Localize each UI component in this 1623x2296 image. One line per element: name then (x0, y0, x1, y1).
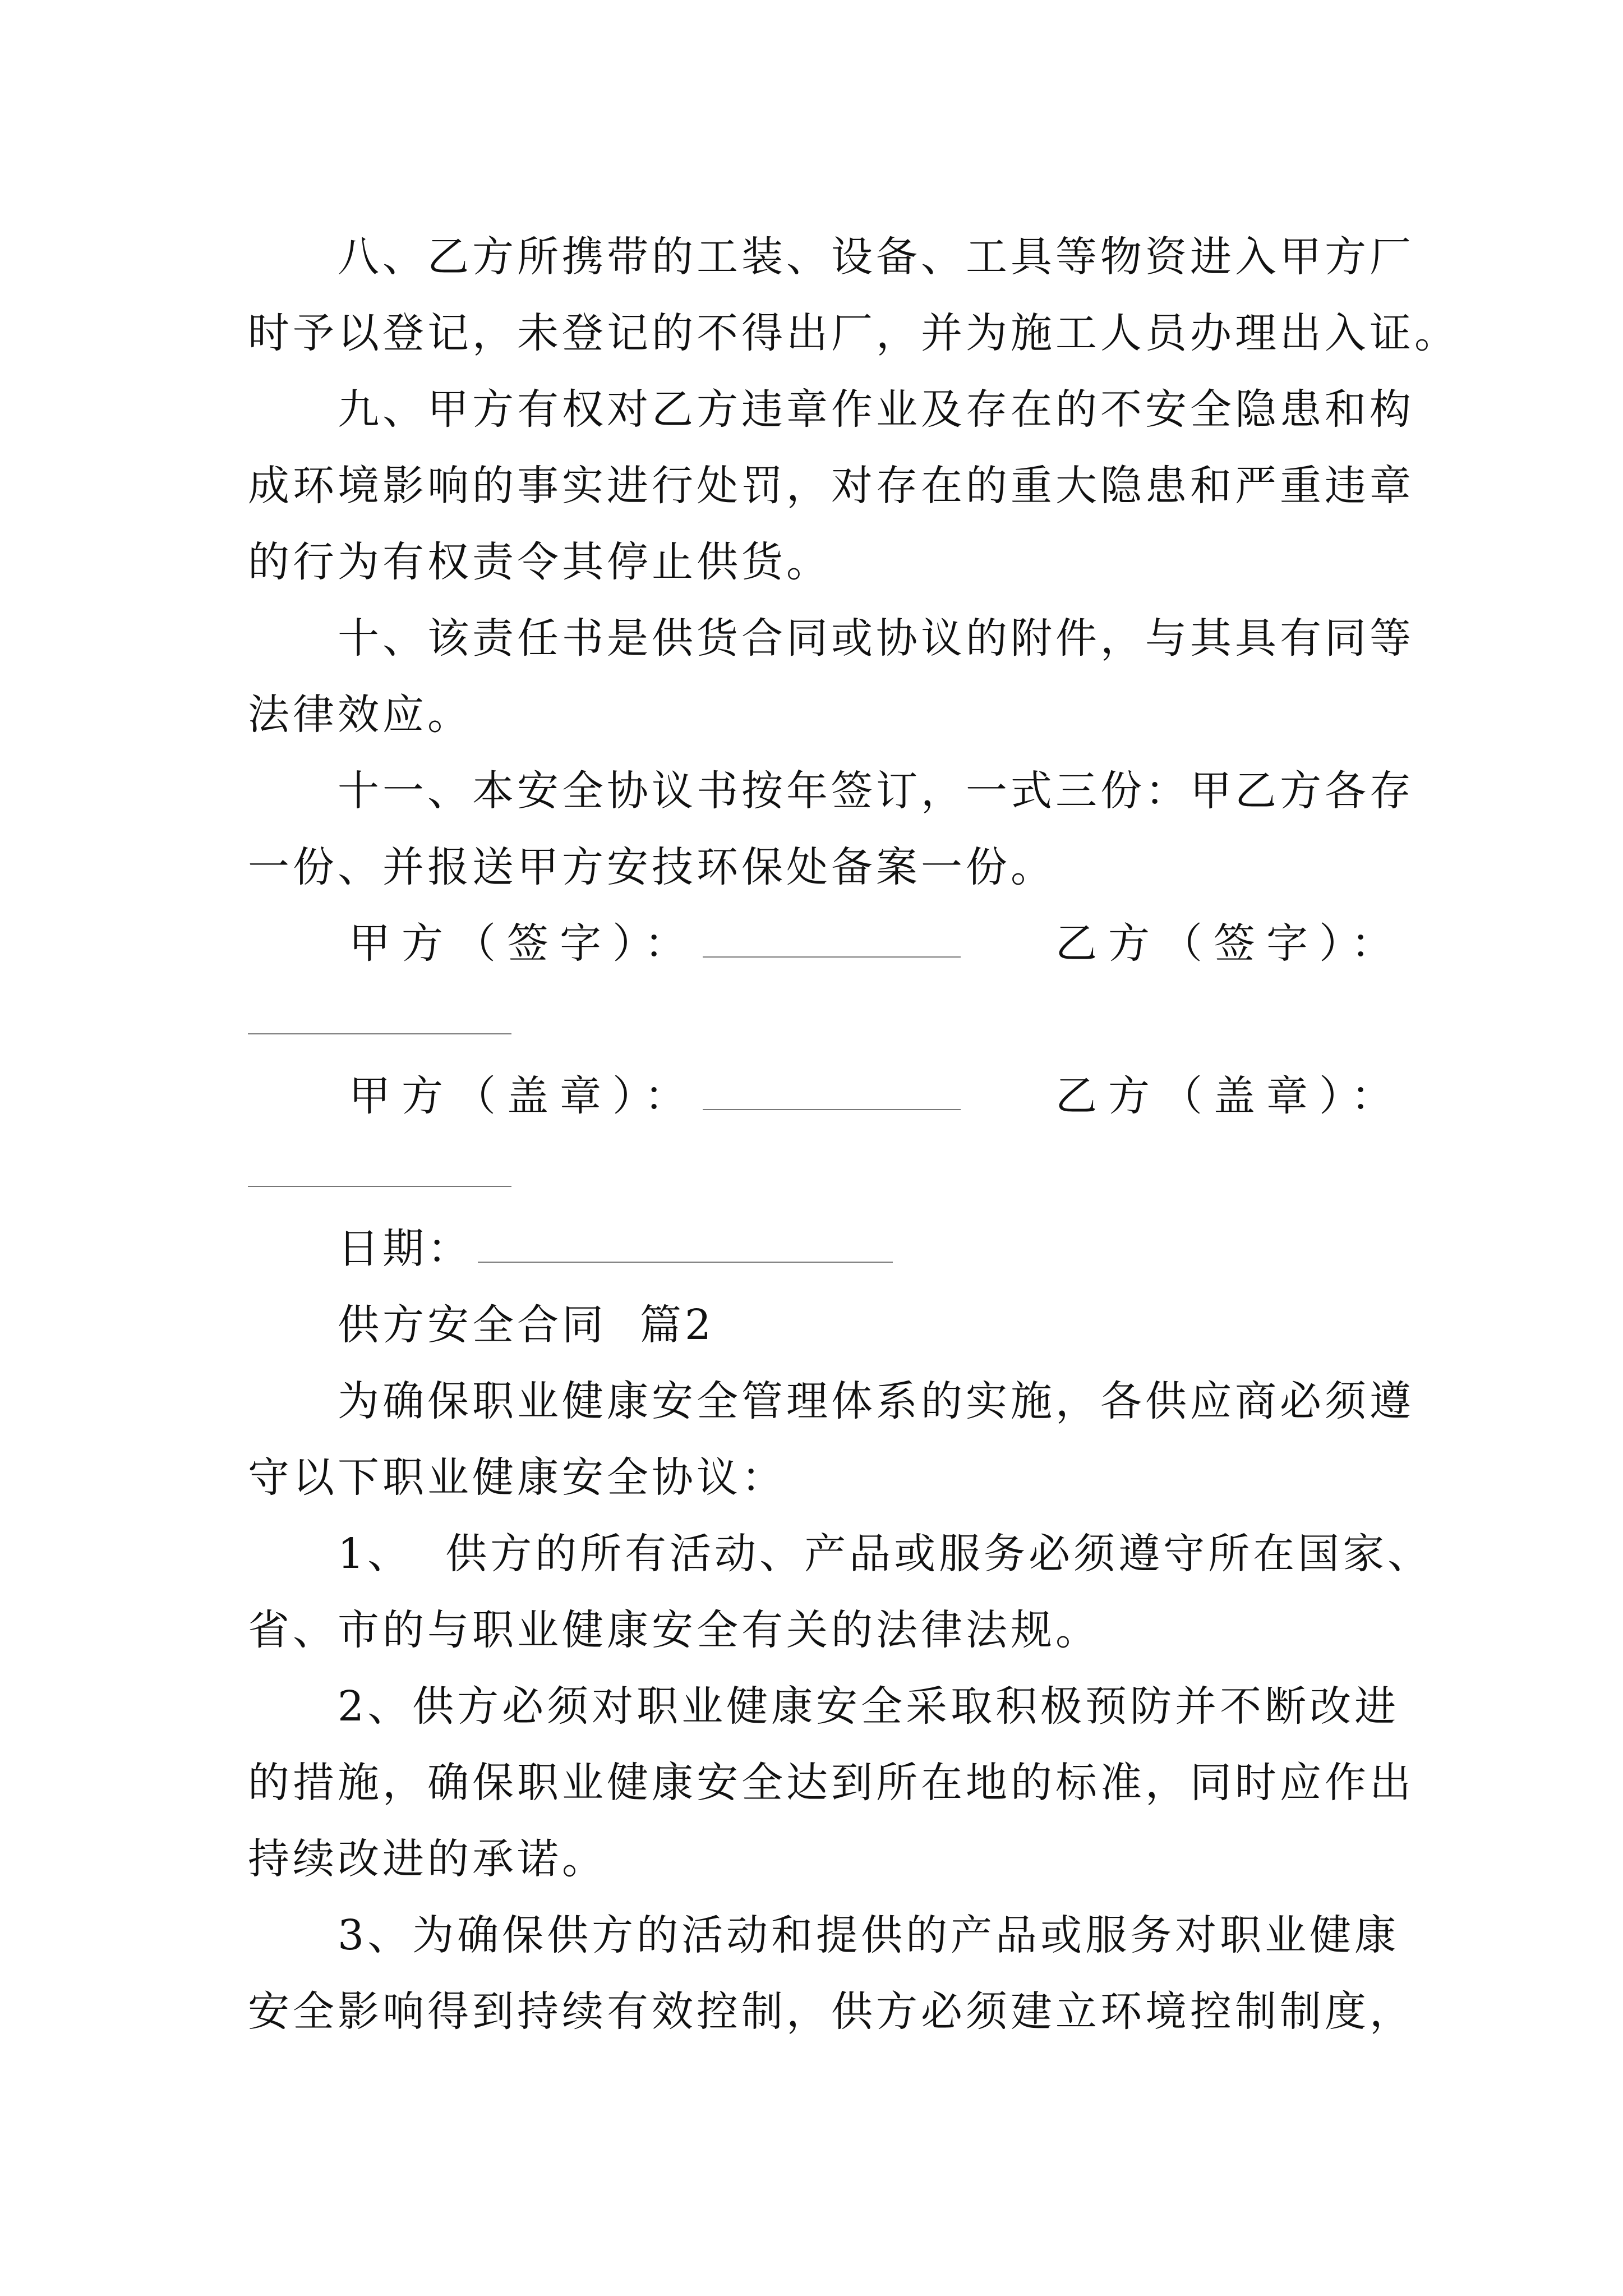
party-a-sign-label: 甲方（签字）： (349, 919, 697, 968)
paragraph-11 (248, 753, 1414, 905)
party-b-sign-blank-row (248, 982, 1392, 1058)
text-line: 成环境影响的事实进行处罚，对存在的重大隐患和严重违章 (248, 462, 1414, 510)
text-line: 十、该责任书是供货合同或协议的附件，与其具有同等 (338, 614, 1414, 662)
paragraph-item-3 (248, 1897, 1414, 2050)
party-b-sign-label: 乙方（签字）： (1055, 919, 1404, 968)
text-line: 的行为有权责令其停止供货。 (248, 538, 831, 586)
text-line: 的措施，确保职业健康安全达到所在地的标准，同时应作出 (248, 1759, 1414, 1807)
text-line: 1、 供方的所有活动、产品或服务必须遵守所在国家、 (338, 1530, 1433, 1578)
text-line: 安全影响得到持续有效控制，供方必须建立环境控制制度， (248, 1987, 1414, 2036)
paragraph-item-2 (248, 1668, 1414, 1897)
paragraph-item-1 (248, 1516, 1433, 1668)
text-line: 为确保职业健康安全管理体系的实施，各供应商必须遵 (338, 1377, 1414, 1425)
date-row (248, 1211, 1392, 1287)
text-line: 2、供方必须对职业健康安全采取积极预防并不断改进 (338, 1682, 1400, 1731)
text-line: 法律效应。 (248, 691, 472, 739)
date-blank (478, 1226, 893, 1263)
text-line: 3、为确保供方的活动和提供的产品或服务对职业健康 (338, 1911, 1400, 1959)
signature-row (248, 905, 1404, 982)
party-a-seal-label: 甲方（盖章）： (349, 1072, 697, 1120)
party-b-seal-label: 乙方（盖章）： (1055, 1072, 1404, 1120)
text-line: 时予以登记，未登记的不得出厂，并为施工人员办理出入证。 (248, 309, 1459, 357)
party-b-seal-blank (248, 1186, 511, 1187)
date-label: 日期： (338, 1225, 472, 1273)
text-line: 十一、本安全协议书按年签订，一式三份：甲乙方各存 (338, 767, 1414, 815)
section-title: 供方安全合同 篇2 (338, 1301, 715, 1349)
paragraph-10 (248, 600, 1414, 753)
text-line: 守以下职业健康安全协议： (248, 1453, 786, 1502)
paragraph-9 (248, 371, 1414, 600)
party-a-signature (349, 905, 961, 982)
party-a-seal-blank (703, 1073, 961, 1110)
party-b-sign-blank (248, 1033, 511, 1034)
party-a-sign-blank (703, 921, 961, 958)
party-a-seal (349, 1058, 961, 1134)
paragraph-8 (248, 219, 1459, 371)
paragraph-intro (248, 1363, 1414, 1516)
seal-row (248, 1058, 1404, 1134)
text-line: 持续改进的承诺。 (248, 1835, 607, 1883)
document-body (248, 219, 1459, 2050)
text-line: 省、市的与职业健康安全有关的法律法规。 (248, 1606, 1100, 1654)
party-b-seal-blank-row (248, 1134, 1392, 1211)
text-line: 八、乙方所携带的工装、设备、工具等物资进入甲方厂 (338, 233, 1414, 281)
text-line: 一份、并报送甲方安技环保处备案一份。 (248, 843, 1055, 891)
text-line: 九、甲方有权对乙方违章作业及存在的不安全隐患和构 (338, 385, 1414, 434)
